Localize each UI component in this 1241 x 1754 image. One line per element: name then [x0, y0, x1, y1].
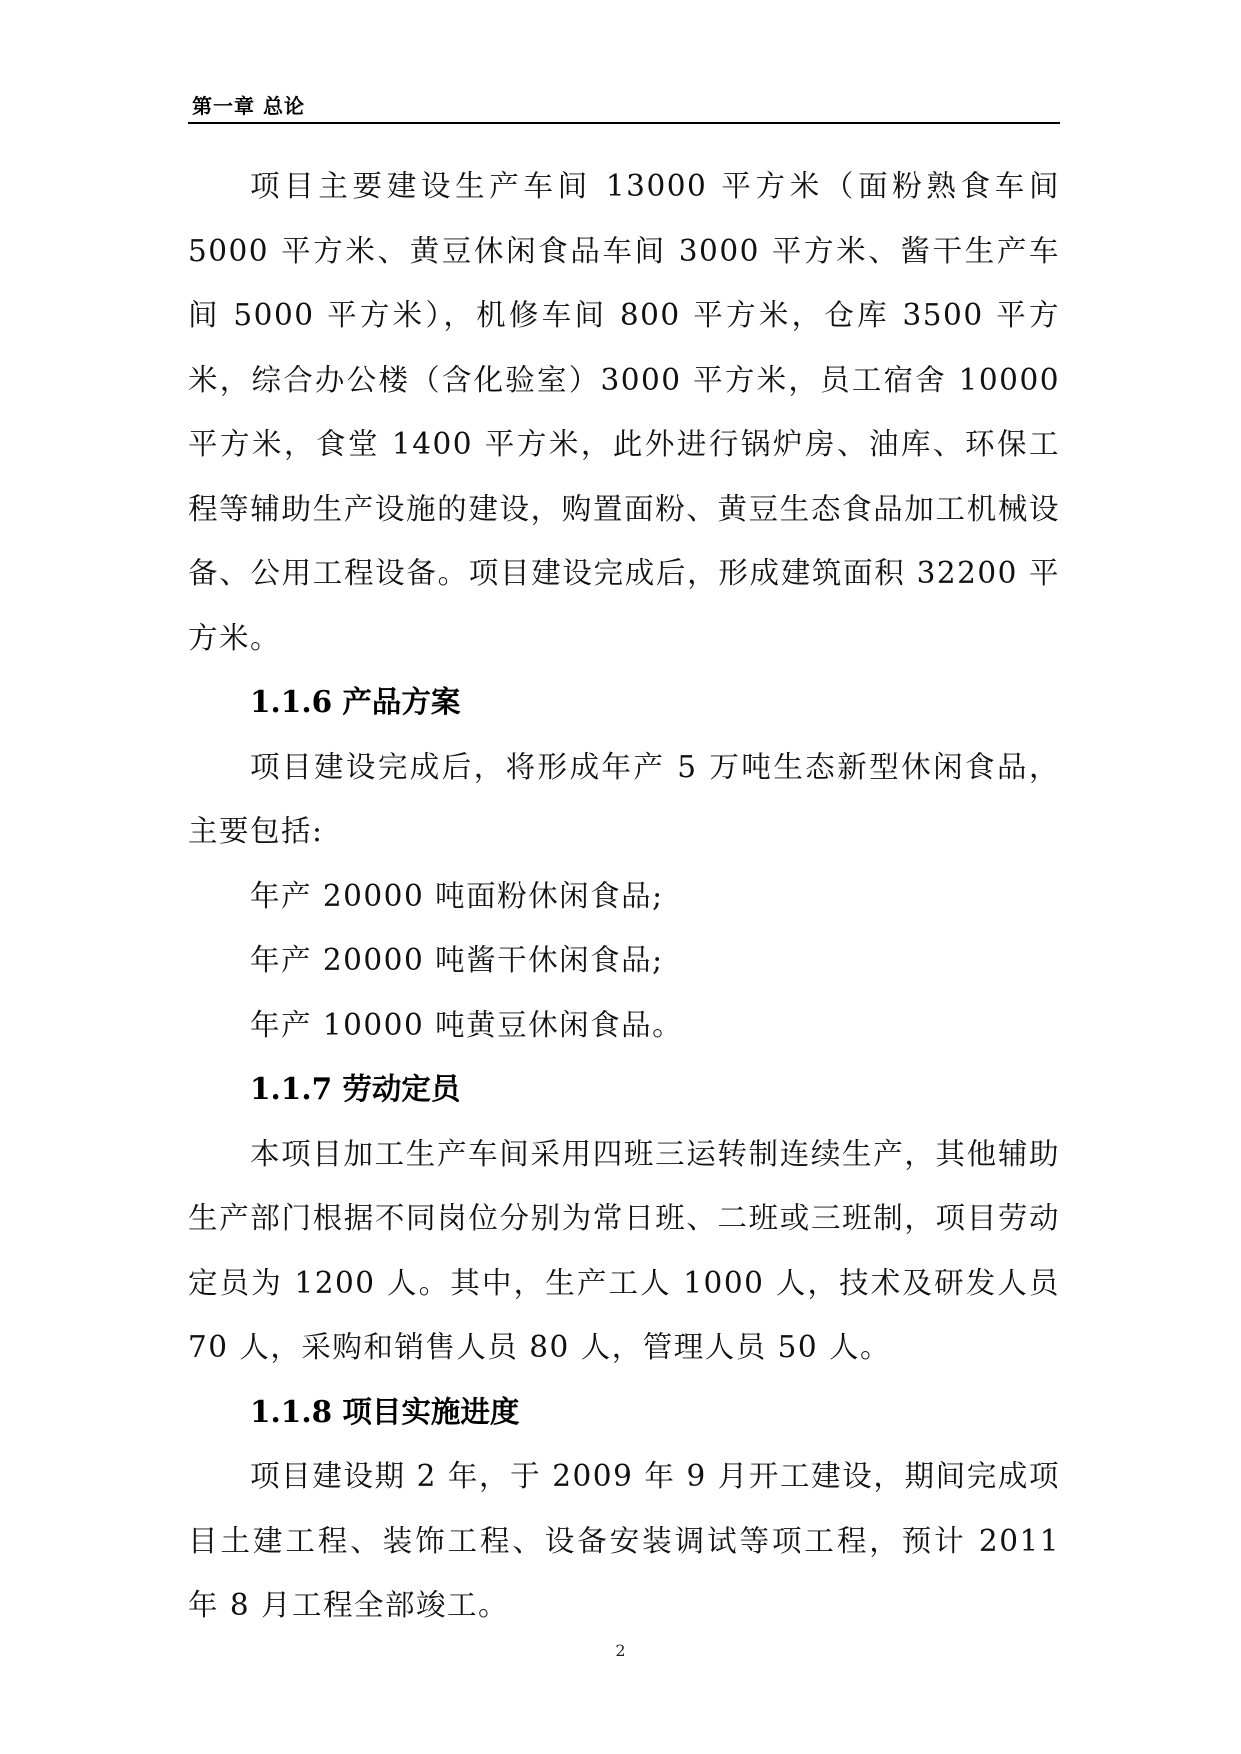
section-heading-schedule: 1.1.8 项目实施进度 [250, 1393, 520, 1429]
paragraph-product-plan: 项目建设完成后，将形成年产 5 万吨生态新型休闲食品，主要包括: [188, 749, 1060, 848]
section-heading-product-plan: 1.1.6 产品方案 [250, 684, 461, 719]
list-item-dried-tofu-snacks: 年产 20000 吨酱干休闲食品; [250, 943, 664, 977]
chapter-title: 第一章 总论 [192, 94, 305, 118]
list-item-flour-snacks: 年产 20000 吨面粉休闲食品; [250, 878, 664, 913]
page-number: 2 [615, 1641, 626, 1660]
page-body [188, 154, 1060, 1638]
section-heading-staffing: 1.1.7 劳动定员 [250, 1071, 461, 1106]
page-header [188, 88, 1060, 124]
paragraph-construction-scope: 项目主要建设生产车间 13000 平方米（面粉熟食车间 5000 平方米、黄豆休闲食品车间 3000 平方米、酱干生产车间 5000 平方米），机修车间 800 平方米，仓库 3500 平方米，综合办公楼（含化验室）3000 平方米，员工宿舍 10000 平方米，食堂 1400 平方米，此外进行锅炉房、油库、环保工程等辅助生产设施的建设，购置面粉、黄豆生态食品加工机械设备、公用工程设备。项目建设完成后，形成建筑面积 32200 平方米。 [188, 169, 1060, 655]
list-item-soybean-snacks: 年产 10000 吨黄豆休闲食品。 [250, 1007, 684, 1042]
paragraph-staffing: 本项目加工生产车间采用四班三运转制连续生产，其他辅助生产部门根据不同岗位分别为常日班、二班或三班制，项目劳动定员为 1200 人。其中，生产工人 1000 人，技术及研发人员 70 人，采购和销售人员 80 人，管理人员 50 人。 [188, 1136, 1060, 1364]
paragraph-schedule: 项目建设期 2 年，于 2009 年 9 月开工建设，期间完成项目土建工程、装饰工程、设备安装调试等项工程，预计 2011 年 8 月工程全部竣工。 [188, 1459, 1060, 1622]
